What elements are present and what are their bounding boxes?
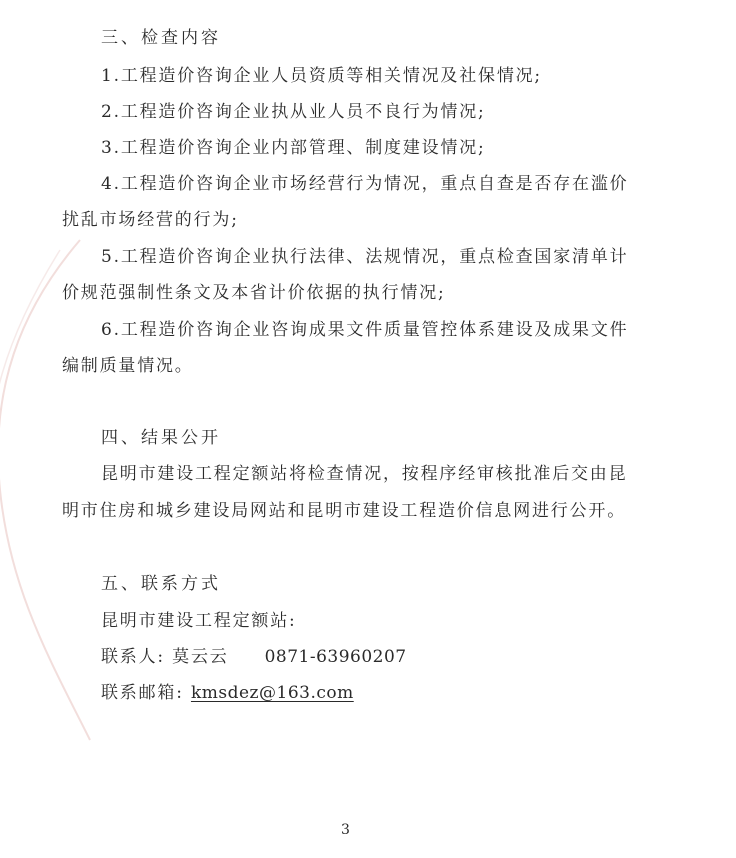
inspection-item-1: 1.工程造价咨询企业人员资质等相关情况及社保情况; xyxy=(101,66,542,86)
inspection-item-6: 6.工程造价咨询企业咨询成果文件质量管控体系建设及成果文件 xyxy=(101,320,629,340)
contact-email-label: 联系邮箱: xyxy=(101,683,184,703)
faint-seal-trace xyxy=(0,230,110,750)
contact-person-name: 莫云云 xyxy=(172,647,229,667)
inspection-item-4-continued: 扰乱市场经营的行为; xyxy=(62,210,239,230)
results-paragraph-line-1: 昆明市建设工程定额站将检查情况，按程序经审核批准后交由昆 xyxy=(101,464,628,484)
inspection-item-5: 5.工程造价咨询企业执行法律、法规情况，重点检查国家清单计 xyxy=(101,247,629,267)
contact-phone: 0871-63960207 xyxy=(264,647,407,667)
section-heading-contact: 五、联系方式 xyxy=(101,574,221,594)
section-heading-results: 四、结果公开 xyxy=(101,428,221,448)
results-paragraph-line-2: 明市住房和城乡建设局网站和昆明市建设工程造价信息网进行公开。 xyxy=(62,501,626,521)
inspection-item-5-continued: 价规范强制性条文及本省计价依据的执行情况; xyxy=(62,283,446,303)
section-heading-inspection: 三、检查内容 xyxy=(101,28,221,48)
inspection-item-4: 4.工程造价咨询企业市场经营行为情况，重点自查是否存在滥价 xyxy=(101,174,629,194)
inspection-item-3: 3.工程造价咨询企业内部管理、制度建设情况; xyxy=(101,138,486,158)
contact-organization: 昆明市建设工程定额站: xyxy=(101,611,297,631)
contact-email-link[interactable]: kmsdez@163.com xyxy=(190,683,354,703)
inspection-item-2: 2.工程造价咨询企业执从业人员不良行为情况; xyxy=(101,102,486,122)
contact-person-line xyxy=(101,645,407,669)
page-number: 3 xyxy=(341,822,350,838)
contact-email-line xyxy=(101,681,354,705)
inspection-item-6-continued: 编制质量情况。 xyxy=(62,356,194,376)
contact-person-label: 联系人: xyxy=(101,647,165,667)
